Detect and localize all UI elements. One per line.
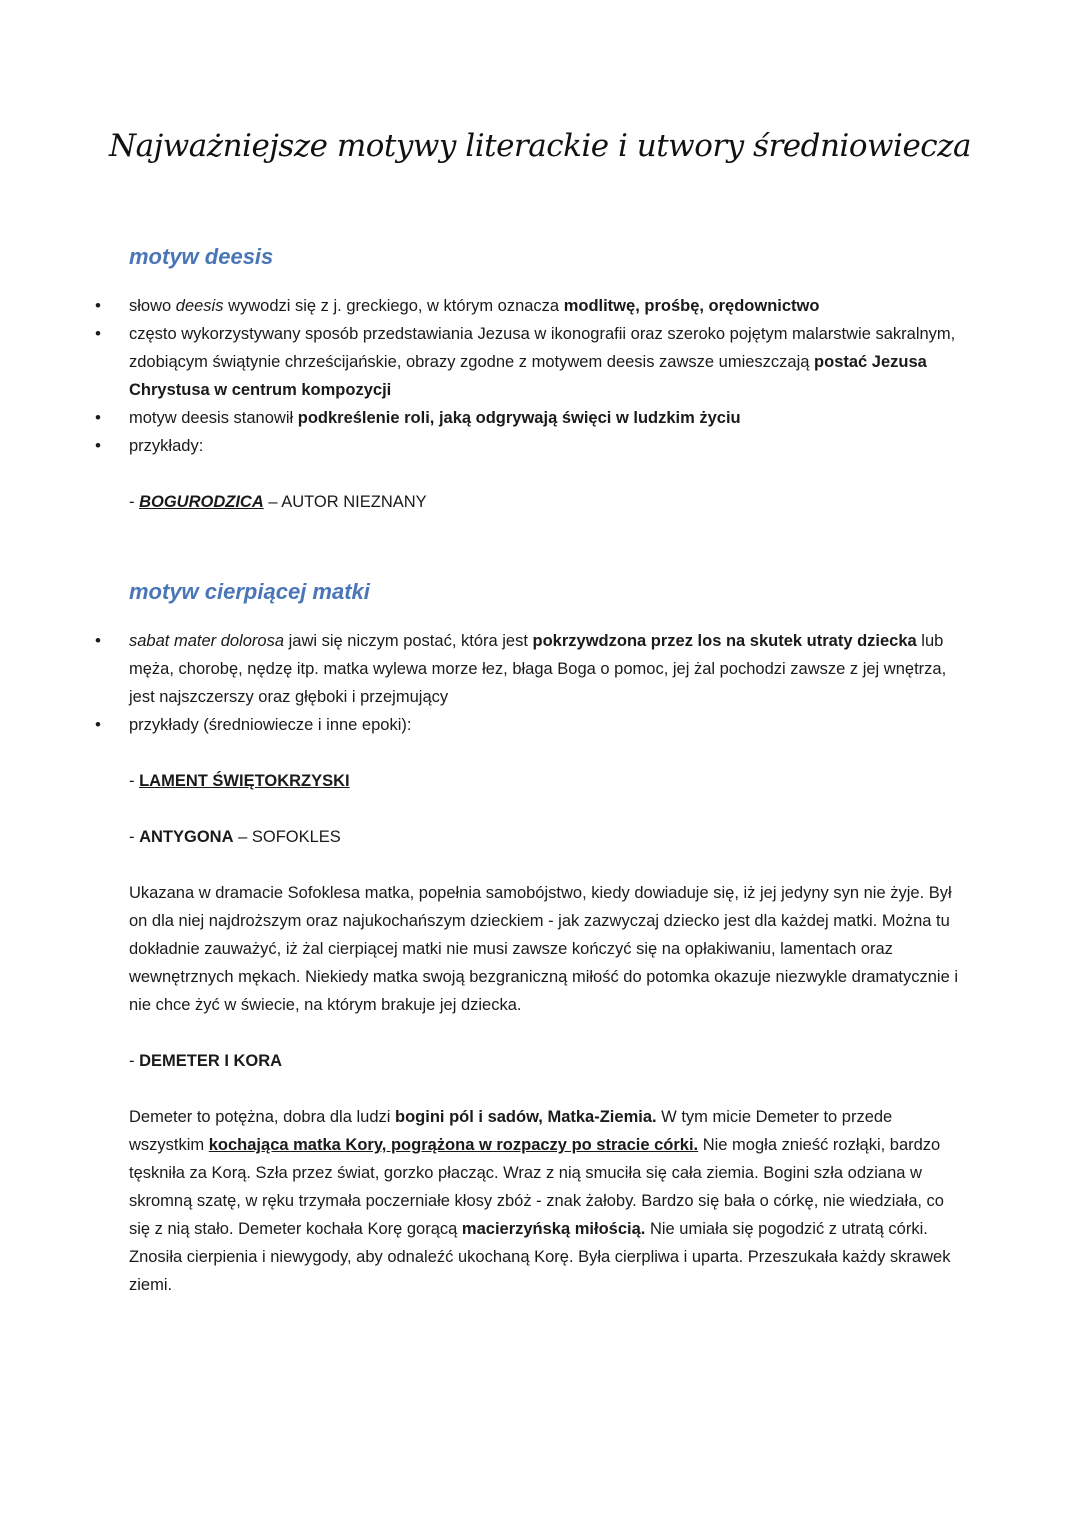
bullet-text-italic: deesis	[175, 297, 224, 315]
example-dash: -	[129, 1052, 140, 1070]
bullet-text: motyw deesis stanowił	[129, 409, 298, 427]
bullet-text-bold: postać Jezusa Chrystusa w centrum kompozycji	[129, 353, 927, 399]
example-item	[129, 823, 341, 851]
example-title: BOGURODZICA	[139, 493, 264, 511]
example-title: DEMETER I KORA	[139, 1052, 283, 1070]
example-item	[129, 1047, 282, 1075]
bullet-item	[129, 627, 959, 711]
example-title: LAMENT ŚWIĘTOKRZYSKI	[139, 772, 350, 790]
example-author: – SOFOKLES	[233, 828, 341, 846]
page-title: Najważniejsze motywy literackie i utwory średniowiecza	[109, 128, 971, 164]
bullet-text: przykłady:	[129, 437, 204, 455]
paragraph-text-bold-underlined: kochająca matka Kory, pogrążona w rozpaczy po stracie córki.	[208, 1136, 699, 1154]
paragraph-text: Nie mogła znieść rozłąki, bardzo tęskniła za Korą. Szła przez świat, gorzko płacząc. Wraz z nią smuciła się cała ziemia. Bogini szła odziana w skromną szatę, w ręku trzymała poczerniałe kłosy zbóż - znak żałoby. Bardzo się bała o córkę, nie wiedziała, co się z nią stało. Demeter kochała Korę gorącą	[129, 1136, 944, 1238]
section-heading-cierpiaca-matka: motyw cierpiącej matki	[129, 579, 370, 604]
paragraph-text: Demeter to potężna, dobra dla ludzi	[129, 1108, 395, 1126]
bullet-item	[129, 711, 959, 739]
bullet-item	[129, 432, 959, 460]
example-dash: -	[129, 493, 140, 511]
bullet-item	[129, 404, 959, 432]
example-title: ANTYGONA	[139, 828, 234, 846]
example-item	[129, 767, 350, 795]
bullet-text: słowo	[129, 297, 176, 315]
example-item	[129, 488, 427, 516]
bullet-text-bold: modlitwę, prośbę, orędownictwo	[563, 297, 820, 315]
paragraph-antygona: Ukazana w dramacie Sofoklesa matka, popełnia samobójstwo, kiedy dowiaduje się, iż jej jedyny syn nie żyje. Był on dla niej najdroższym oraz najukochańszym dzieckiem - jak zazwyczaj dziecko jest dla każdej matki. Można tu dokładnie zauważyć, iż żal cierpiącej matki nie musi zawsze kończyć się na opłakiwaniu, lamentach oraz wewnętrznych mękach. Niekiedy matka swoją bezgraniczną miłość do potomka okazuje niezwykle dramatycznie i nie chce żyć w świecie, na którym brakuje jej dziecka.	[129, 884, 959, 1014]
bullet-item	[129, 320, 959, 404]
bullet-item	[129, 292, 959, 320]
bullet-text: przykłady (średniowiecze i inne epoki):	[129, 716, 412, 734]
section-heading-deesis: motyw deesis	[129, 244, 274, 269]
bullet-text: wywodzi się z j. greckiego, w którym oznacza	[223, 297, 564, 315]
paragraph-text: Nie umiała się pogodzić z utratą córki. Znosiła cierpienia i niewygody, aby odnaleźć ukochaną Korę. Była cierpliwa i uparta. Przeszukała każdy skrawek ziemi.	[129, 1220, 951, 1294]
bullet-text-bold: pokrzywdzona przez los na skutek utraty dziecka	[532, 632, 917, 650]
example-author: – AUTOR NIEZNANY	[263, 493, 427, 511]
paragraph-demeter	[129, 1103, 959, 1299]
paragraph-text-bold: macierzyńską miłością.	[461, 1220, 646, 1238]
bullet-text: jawi się niczym postać, która jest	[284, 632, 533, 650]
bullet-text-bold: podkreślenie roli, jaką odgrywają święci w ludzkim życiu	[297, 409, 741, 427]
paragraph-text: W tym micie Demeter to przede wszystkim	[129, 1108, 893, 1154]
bullet-text: lub męża, chorobę, nędzę itp. matka wylewa morze łez, błaga Boga o pomoc, jej żal pochodzi zawsze z jej wnętrza, jest najszczerszy oraz głęboki i przejmujący	[129, 632, 947, 706]
bullet-text: często wykorzystywany sposób przedstawiania Jezusa w ikonografii oraz szeroko pojętym malarstwie sakralnym, zdobiącym świątynie chrześcijańskie, obrazy zgodne z motywem deesis zawsze umieszczają	[129, 325, 956, 371]
paragraph-text-bold: bogini pól i sadów, Matka-Ziemia.	[395, 1108, 657, 1126]
example-dash: -	[129, 772, 140, 790]
bullet-text-italic: sabat mater dolorosa	[129, 632, 285, 650]
example-dash: -	[129, 828, 140, 846]
